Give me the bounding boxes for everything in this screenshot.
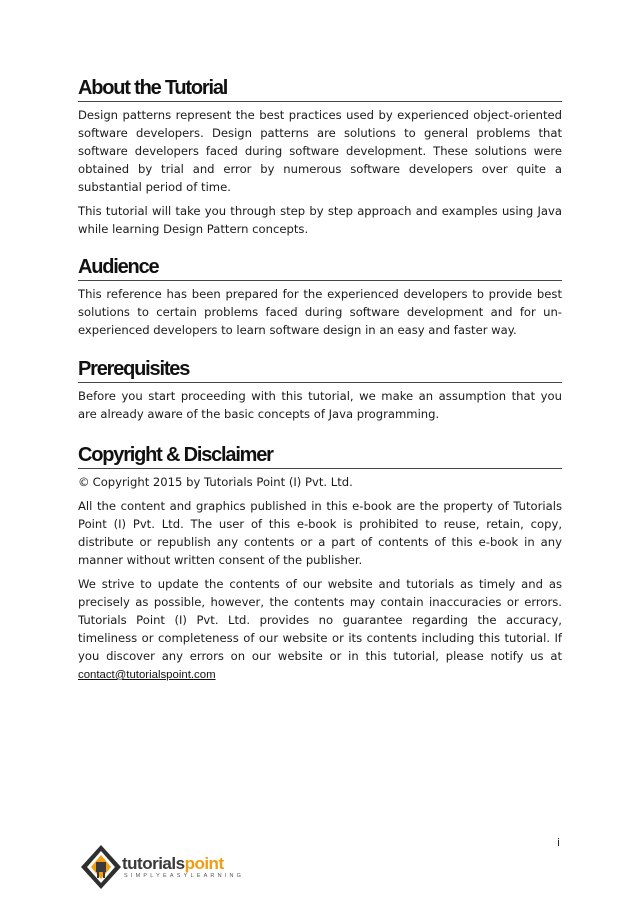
prerequisites-paragraph: Before you start proceeding with this tutorial, we make an assumption that you are already aware of the basic concepts of Java programming. (78, 389, 562, 421)
section-prerequisites (78, 357, 562, 423)
heading-about: About the Tutorial (78, 76, 562, 102)
copyright-text: Copyright 2015 by Tutorials Point (I) Pvt. Ltd. (92, 475, 353, 489)
heading-audience: Audience (78, 255, 562, 281)
audience-paragraph: This reference has been prepared for the experienced developers to provide best solutions to certain problems faced during software development and for un-experienced developers to learn software design in an easy and faster way. (78, 287, 562, 337)
tutorialspoint-logo (78, 842, 248, 892)
logo-text-main: tutorials (122, 854, 185, 873)
copyright-symbol: © (78, 475, 90, 489)
logo-wordmark (122, 854, 224, 874)
section-copyright (78, 443, 562, 684)
section-audience (78, 255, 562, 339)
copyright-paragraph-2 (78, 575, 562, 684)
about-paragraph-1: Design patterns represent the best practices used by experienced object-oriented software developers. Design patterns are solutions to general problems that software developers faced during software development. These solutions were obtained by trial and error by numerous software developers over quite a substantial period of time. (78, 108, 562, 194)
contact-email-link[interactable]: contact@tutorialspoint.com (78, 669, 216, 681)
section-about (78, 76, 562, 238)
heading-copyright: Copyright & Disclaimer (78, 443, 562, 469)
page-number: i (556, 836, 560, 849)
logo-text-accent: point (184, 854, 224, 873)
about-paragraph-2: This tutorial will take you through step by step approach and examples using Java while learning Design Pattern concepts. (78, 204, 562, 236)
page-content (78, 76, 562, 690)
logo-tagline: SIMPLYEASYLEARNING (124, 873, 245, 879)
copyright-line (78, 473, 562, 491)
copyright-paragraph-1: All the content and graphics published in this e-book are the property of Tutorials Point (I) Pvt. Ltd. The user of this e-book is prohibited to reuse, retain, copy, distribute or republish any contents or a part of contents of this e-book in any manner without written consent of the publisher. (78, 499, 562, 567)
heading-prerequisites: Prerequisites (78, 357, 562, 383)
copyright-paragraph-2-text: We strive to update the contents of our website and tutorials as timely and as precisely as possible, however, the contents may contain inaccuracies or errors. Tutorials Point (I) Pvt. Ltd. provides no guarantee regarding the accuracy, timeliness or completeness of our website or its contents including this tutorial. If you discover any errors on our website or in this tutorial, please notify us at (78, 577, 562, 663)
tutorialspoint-logo-icon (78, 842, 124, 892)
